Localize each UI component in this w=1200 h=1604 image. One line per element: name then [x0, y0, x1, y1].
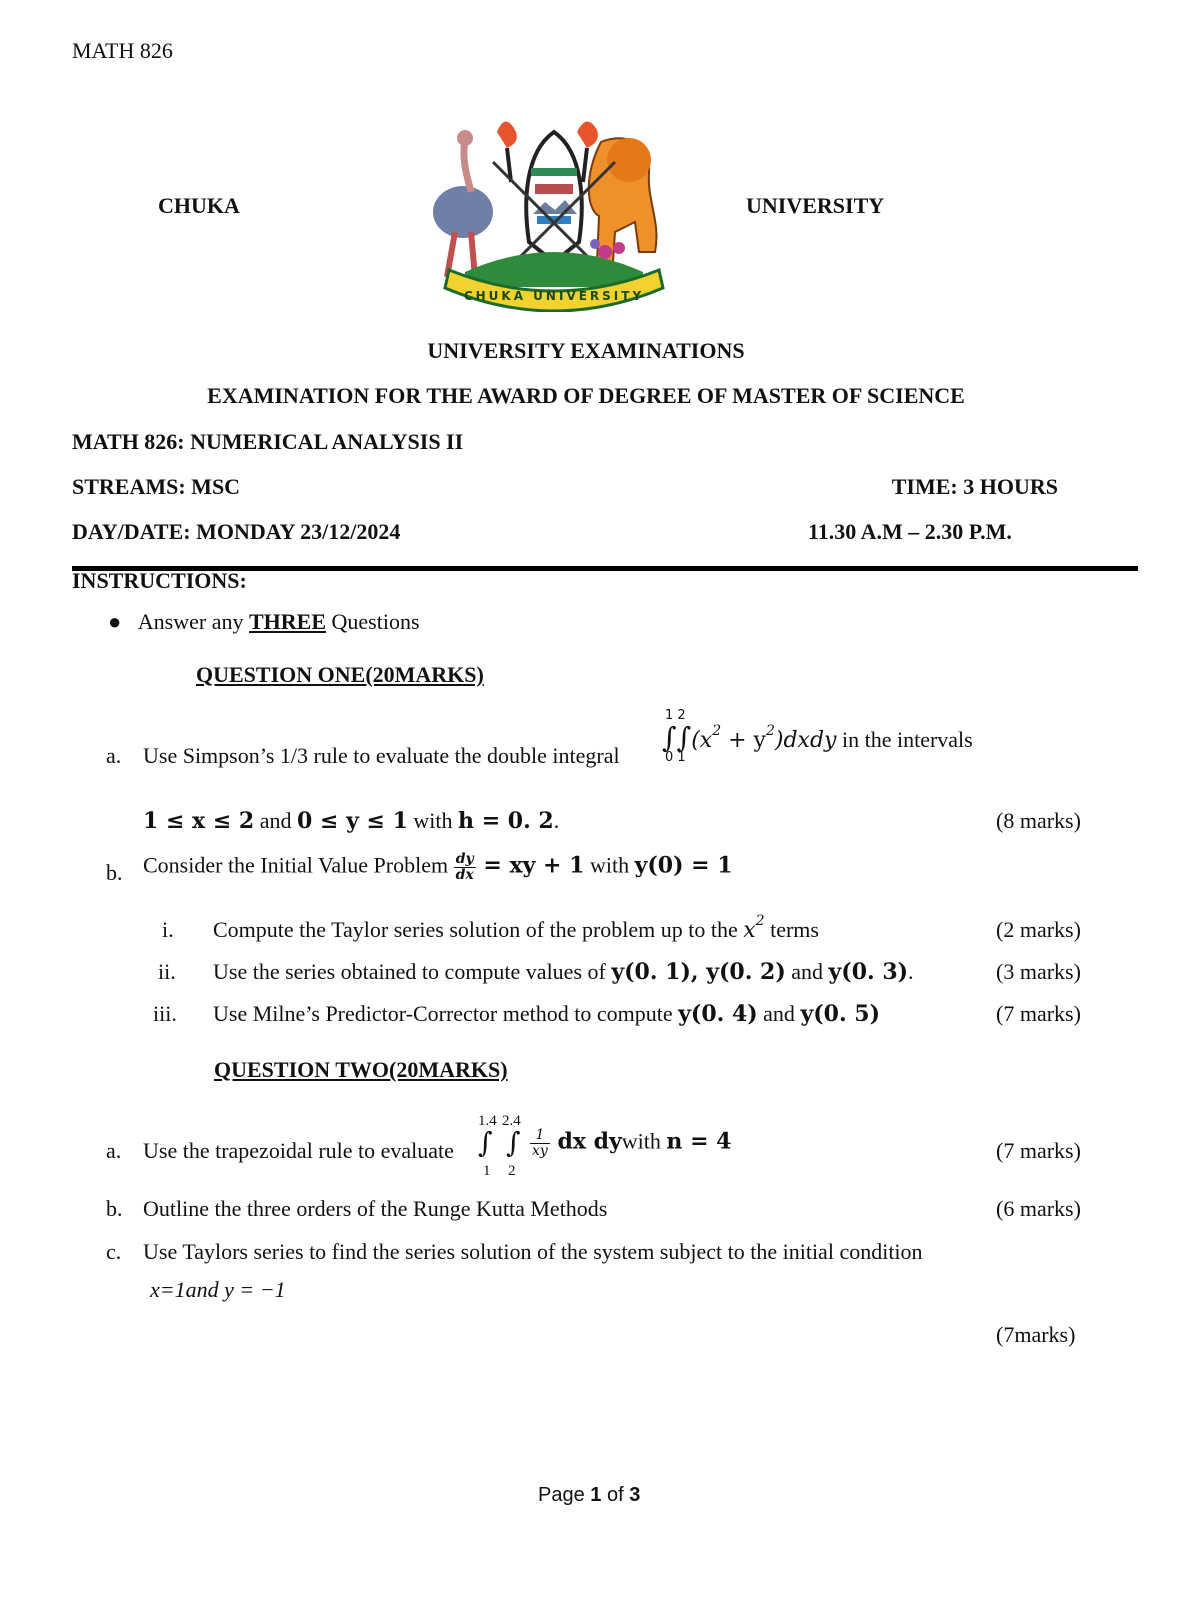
q1-b-ii-text: Use the series obtained to compute values of y(0. 1), y(0. 2) and y(0. 3).: [213, 959, 914, 985]
time-label: TIME: 3 HOURS: [891, 474, 1058, 499]
q1-b-ii-marks: (3 marks): [996, 959, 1081, 984]
q2-c-label: c.: [106, 1239, 122, 1264]
q1-a-upper-limits: 1 2: [665, 708, 686, 723]
q1-b-iii-marks: (7 marks): [996, 1001, 1081, 1026]
q1-b-i-label: i.: [162, 917, 174, 942]
q1-b-text: Consider the Initial Value Problem $\frac{dy}{dx}$ = xy + 1 with y(0) = 1: [143, 851, 733, 883]
instruction-bullet: ● Answer any THREE Questions: [108, 609, 420, 634]
crest-band-text: CHUKA UNIVERSITY: [463, 289, 645, 303]
q2-a-upper1: 1.4: [478, 1113, 497, 1129]
q2-b-label: b.: [106, 1196, 123, 1221]
dy-dx-fraction: $\frac{dy}{dx}$: [455, 851, 474, 883]
q1-b-i-marks: (2 marks): [996, 917, 1081, 942]
exam-hours: 11.30 A.M – 2.30 P.M.: [808, 519, 1012, 544]
q1-b-iii-label: iii.: [153, 1001, 177, 1026]
q1-a-label: a.: [106, 743, 122, 768]
q2-a-integral-sign-2: ∫: [506, 1126, 521, 1159]
q1-a-marks: (8 marks): [996, 808, 1081, 833]
q2-a-lower2: 2: [508, 1163, 516, 1179]
q1-a-line2: 1 ≤ x ≤ 2 and 0 ≤ y ≤ 1 with h = 0. 2.: [143, 808, 560, 834]
day-date-label: DAY/DATE: MONDAY 23/12/2024: [72, 519, 401, 544]
question-two-heading: QUESTION TWO(20MARKS): [214, 1057, 508, 1082]
q2-b-text: Outline the three orders of the Runge Kutta Methods: [143, 1196, 608, 1221]
q1-a-lower-limits: 0 1: [665, 750, 686, 765]
course-code-header: MATH 826: [72, 38, 173, 63]
q1-b-iii-text: Use Milne’s Predictor-Corrector method to compute y(0. 4) and y(0. 5): [213, 1001, 880, 1027]
q2-a-integral-sign-1: ∫: [478, 1126, 493, 1159]
q2-a-integrand: $\frac{1}{xy}$ dx dywith n = 4: [532, 1127, 732, 1159]
q2-c-initial-condition: x=1and y = −1: [150, 1277, 286, 1302]
q2-a-lower1: 1: [483, 1163, 491, 1179]
university-crest-logo: [425, 112, 683, 312]
q1-b-i-text: Compute the Taylor series solution of the problem up to the $x^2$ terms: [213, 913, 819, 943]
q2-c-marks: (7marks): [996, 1322, 1076, 1347]
q2-a-upper2: 2.4: [502, 1113, 521, 1129]
page-footer: Page 1 of 3: [538, 1484, 641, 1506]
page-number: 1: [590, 1484, 602, 1506]
university-name-right: UNIVERSITY: [746, 193, 885, 218]
bullet-dot: ●: [108, 609, 122, 634]
page-total: 3: [629, 1484, 641, 1506]
q1-a-integral: 1 2 ∫∫(x2 + y2)dxdy in the intervals 0 1: [662, 708, 973, 765]
q2-b-marks: (6 marks): [996, 1196, 1081, 1221]
q2-a-marks: (7 marks): [996, 1138, 1081, 1163]
course-title: MATH 826: NUMERICAL ANALYSIS II: [72, 429, 464, 454]
q2-c-text: Use Taylors series to find the series solution of the system subject to the initial condition: [143, 1239, 923, 1264]
q1-a-text: Use Simpson’s 1/3 rule to evaluate the double integral: [143, 743, 620, 768]
instructions-heading: INSTRUCTIONS:: [72, 568, 247, 593]
instruction-emphasis: THREE: [249, 609, 327, 634]
university-name-left: CHUKA: [158, 193, 240, 218]
question-one-heading: QUESTION ONE(20MARKS): [196, 662, 484, 687]
q2-a-label: a.: [106, 1138, 122, 1163]
streams-label: STREAMS: MSC: [72, 474, 241, 499]
degree-title: EXAMINATION FOR THE AWARD OF DEGREE OF MASTER OF SCIENCE: [207, 383, 965, 408]
double-integral-sign: ∫∫: [662, 721, 692, 754]
exam-title: UNIVERSITY EXAMINATIONS: [427, 338, 745, 363]
q2-a-text: Use the trapezoidal rule to evaluate: [143, 1138, 454, 1163]
one-over-xy-fraction: $\frac{1}{xy}$: [532, 1127, 548, 1159]
q1-b-ii-label: ii.: [158, 959, 176, 984]
q1-b-label: b.: [106, 860, 123, 885]
